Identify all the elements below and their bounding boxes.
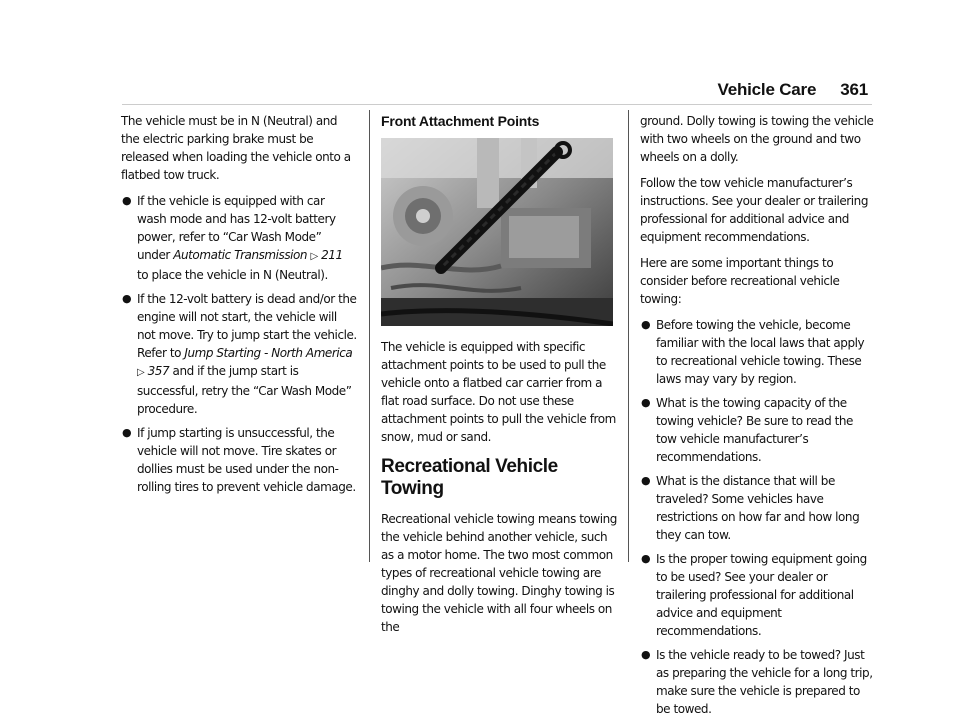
- list-item: ● If the 12-volt battery is dead and/or the engine will not start, the vehicle will not move. Try to jump start the vehicle. Refer to Jump Starting - North America ▷ 357 and if the jump start is successful, retry the “Car Wash Mode” procedure.: [122, 292, 357, 416]
- bullet-icon: ●: [641, 474, 651, 487]
- list-item: ● Is the proper towing equipment going to be used? See your dealer or trailering professional for additional advice and equipment recommendations.: [641, 552, 867, 638]
- list-item: ● Before towing the vehicle, become familiar with the local laws that apply to recreational vehicle towing. These laws may vary by region.: [641, 318, 865, 386]
- bullet-list: [121, 192, 357, 496]
- bullet-icon: ●: [641, 318, 651, 331]
- page-arrow-icon: ▷: [137, 367, 145, 378]
- page-arrow-icon: ▷: [310, 251, 318, 262]
- subheading: Front Attachment Points: [381, 113, 540, 129]
- list-item: ● Is the vehicle ready to be towed? Just as preparing the vehicle for a long trip, make sure the vehicle is prepared to be towed.: [641, 648, 873, 716]
- paragraph: Recreational vehicle towing means towing the vehicle behind another vehicle, such as a motor home. The two most common types of recreational vehicle towing are dinghy and dolly towing. Dinghy towing is towing the vehicle with all four wheels on the: [381, 512, 617, 634]
- column-middle: [381, 112, 617, 644]
- bullet-icon: ●: [122, 292, 132, 305]
- paragraph: The vehicle is equipped with specific attachment points to be used to pull the vehicle onto a flatbed car carrier from a flat road surface. Do not use these attachment points to pull the vehicle from snow, mud or sand.: [381, 340, 616, 444]
- bullet-icon: ●: [641, 648, 651, 661]
- column-right: [640, 112, 876, 724]
- bullet-icon: ●: [641, 552, 651, 565]
- paragraph: Here are some important things to consider before recreational vehicle towing:: [640, 256, 840, 306]
- cross-reference-link[interactable]: Automatic Transmission: [173, 248, 308, 262]
- list-item: ● What is the distance that will be traveled? Some vehicles have restrictions on how far and how long they can tow.: [641, 474, 860, 542]
- bullet-icon: ●: [122, 426, 132, 439]
- cross-reference-link[interactable]: Jump Starting - North America: [184, 346, 353, 360]
- header-rule: [122, 104, 872, 105]
- page-reference[interactable]: 211: [321, 248, 343, 262]
- running-header: [718, 80, 869, 100]
- list-item: ● What is the towing capacity of the towing vehicle? Be sure to read the tow vehicle manufacturer’s recommendations.: [641, 396, 853, 464]
- column-divider: [369, 110, 370, 562]
- section-heading: Recreational Vehicle Towing: [381, 456, 558, 499]
- page-number: 361: [840, 80, 868, 99]
- list-item: ● If the vehicle is equipped with car wash mode and has 12-volt battery power, refer to “Car Wash Mode” under Automatic Transmission ▷ 211 to place the vehicle in N (Neutral).: [122, 194, 343, 282]
- paragraph: ground. Dolly towing is towing the vehicle with two wheels on the ground and two wheels on a dolly.: [640, 114, 874, 164]
- paragraph: The vehicle must be in N (Neutral) and the electric parking brake must be released when loading the vehicle onto a flatbed tow truck.: [121, 114, 351, 182]
- bullet-icon: ●: [641, 396, 651, 409]
- column-divider: [628, 110, 629, 562]
- section-title: Vehicle Care: [717, 80, 817, 99]
- list-item: ● If jump starting is unsuccessful, the vehicle will not move. Tire skates or dollies must be used under the non-rolling tires to prevent vehicle damage.: [122, 426, 356, 494]
- attachment-point-photo: [381, 138, 613, 326]
- paragraph: Follow the tow vehicle manufacturer’s instructions. See your dealer or trailering professional for additional advice and equipment recommendations.: [640, 176, 868, 244]
- bullet-list: [640, 316, 876, 718]
- column-left: [121, 112, 357, 502]
- page-reference[interactable]: 357: [147, 364, 170, 378]
- bullet-icon: ●: [122, 194, 132, 207]
